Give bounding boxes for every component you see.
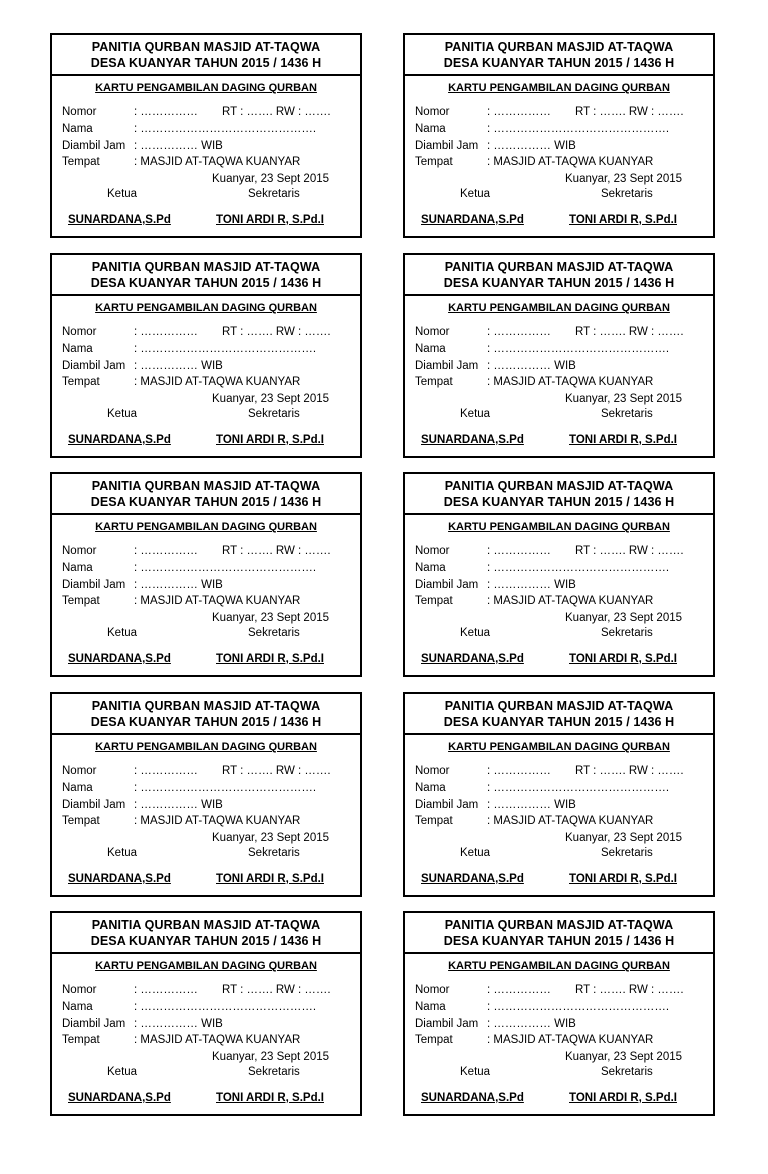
nomor-value: : …………… <box>487 326 551 338</box>
nomor-label: Nomor <box>62 984 97 996</box>
coupon-card <box>403 33 715 238</box>
jam-value: : …………… WIB <box>134 799 223 811</box>
jam-value: : …………… WIB <box>487 140 576 152</box>
tempat-value: : MASJID AT-TAQWA KUANYAR <box>134 815 301 827</box>
nomor-label: Nomor <box>62 545 97 557</box>
nomor-row <box>62 982 352 998</box>
card-title-line1: PANITIA QURBAN MASJID AT-TAQWA <box>91 699 321 713</box>
nama-row <box>62 121 352 137</box>
ketua-label: Ketua <box>107 188 138 200</box>
jam-row <box>415 577 705 593</box>
nama-label: Nama <box>62 562 93 574</box>
card-title-line1: PANITIA QURBAN MASJID AT-TAQWA <box>444 699 674 713</box>
nama-row <box>415 560 705 576</box>
ketua-label: Ketua <box>460 627 491 639</box>
ketua-label: Ketua <box>107 847 138 859</box>
card-header <box>52 255 360 296</box>
card-title-line1: PANITIA QURBAN MASJID AT-TAQWA <box>444 479 674 493</box>
jam-label: Diambil Jam <box>62 579 126 591</box>
rt-rw-field: RT : ……. RW : ……. <box>222 326 331 338</box>
ketua-name: SUNARDANA,S.Pd <box>68 873 171 885</box>
jam-row <box>415 797 705 813</box>
nomor-label: Nomor <box>62 106 97 118</box>
ketua-name: SUNARDANA,S.Pd <box>68 653 171 665</box>
jam-label: Diambil Jam <box>415 1018 479 1030</box>
issue-date: Kuanyar, 23 Sept 2015 <box>212 173 330 185</box>
nama-value: : ………………………………………. <box>487 782 670 794</box>
jam-value: : …………… WIB <box>134 579 223 591</box>
coupon-card <box>50 253 362 458</box>
issue-date: Kuanyar, 23 Sept 2015 <box>212 393 330 405</box>
nama-value: : ………………………………………. <box>487 123 670 135</box>
jam-value: : …………… WIB <box>487 1018 576 1030</box>
card-title-line1: PANITIA QURBAN MASJID AT-TAQWA <box>91 479 321 493</box>
coupon-card <box>403 472 715 677</box>
jam-label: Diambil Jam <box>62 360 126 372</box>
coupon-card <box>50 472 362 677</box>
tempat-label: Tempat <box>415 595 453 607</box>
card-header <box>405 694 713 735</box>
jam-label: Diambil Jam <box>62 1018 126 1030</box>
coupon-card <box>403 911 715 1116</box>
card-subtitle: KARTU PENGAMBILAN DAGING QURBAN <box>448 521 670 533</box>
sekretaris-name: TONI ARDI R, S.Pd.I <box>569 434 677 446</box>
jam-row <box>62 797 352 813</box>
card-subtitle: KARTU PENGAMBILAN DAGING QURBAN <box>448 960 670 972</box>
jam-label: Diambil Jam <box>415 360 479 372</box>
ketua-label: Ketua <box>460 847 491 859</box>
jam-label: Diambil Jam <box>62 140 126 152</box>
nomor-row <box>415 324 705 340</box>
sekretaris-name: TONI ARDI R, S.Pd.I <box>569 214 677 226</box>
nama-value: : ………………………………………. <box>134 1001 317 1013</box>
ketua-name: SUNARDANA,S.Pd <box>421 214 524 226</box>
card-title-line1: PANITIA QURBAN MASJID AT-TAQWA <box>444 260 674 274</box>
tempat-row <box>62 813 352 829</box>
card-subtitle: KARTU PENGAMBILAN DAGING QURBAN <box>448 82 670 94</box>
tempat-label: Tempat <box>415 815 453 827</box>
tempat-value: : MASJID AT-TAQWA KUANYAR <box>134 1034 301 1046</box>
jam-value: : …………… WIB <box>487 360 576 372</box>
tempat-row <box>62 374 352 390</box>
issue-date: Kuanyar, 23 Sept 2015 <box>212 612 330 624</box>
nomor-label: Nomor <box>415 984 450 996</box>
nama-value: : ………………………………………. <box>134 123 317 135</box>
jam-row <box>62 138 352 154</box>
tempat-label: Tempat <box>62 376 100 388</box>
issue-date: Kuanyar, 23 Sept 2015 <box>212 832 330 844</box>
card-subtitle: KARTU PENGAMBILAN DAGING QURBAN <box>95 302 317 314</box>
ketua-name: SUNARDANA,S.Pd <box>421 873 524 885</box>
tempat-row <box>415 813 705 829</box>
nomor-value: : …………… <box>134 545 198 557</box>
tempat-value: : MASJID AT-TAQWA KUANYAR <box>487 1034 654 1046</box>
nama-row <box>62 999 352 1015</box>
nomor-value: : …………… <box>487 765 551 777</box>
nomor-row <box>415 763 705 779</box>
sekretaris-label: Sekretaris <box>601 188 653 200</box>
tempat-value: : MASJID AT-TAQWA KUANYAR <box>487 376 654 388</box>
nama-row <box>415 780 705 796</box>
ketua-label: Ketua <box>460 408 491 420</box>
card-title-line1: PANITIA QURBAN MASJID AT-TAQWA <box>91 40 321 54</box>
sekretaris-name: TONI ARDI R, S.Pd.I <box>216 214 324 226</box>
card-header <box>52 913 360 954</box>
nama-label: Nama <box>415 1001 446 1013</box>
nomor-row <box>415 104 705 120</box>
ketua-label: Ketua <box>107 408 138 420</box>
coupon-card <box>403 253 715 458</box>
card-title-line2: DESA KUANYAR TAHUN 2015 / 1436 H <box>90 275 322 290</box>
nama-row <box>415 999 705 1015</box>
card-title-line1: PANITIA QURBAN MASJID AT-TAQWA <box>91 918 321 932</box>
rt-rw-field: RT : ……. RW : ……. <box>575 545 684 557</box>
sekretaris-name: TONI ARDI R, S.Pd.I <box>569 653 677 665</box>
tempat-row <box>415 593 705 609</box>
ketua-label: Ketua <box>460 1066 491 1078</box>
ketua-label: Ketua <box>460 188 491 200</box>
jam-row <box>62 1016 352 1032</box>
tempat-label: Tempat <box>62 156 100 168</box>
sekretaris-name: TONI ARDI R, S.Pd.I <box>569 1092 677 1104</box>
ketua-name: SUNARDANA,S.Pd <box>68 1092 171 1104</box>
rt-rw-field: RT : ……. RW : ……. <box>222 984 331 996</box>
nomor-row <box>62 104 352 120</box>
tempat-row <box>415 1032 705 1048</box>
tempat-value: : MASJID AT-TAQWA KUANYAR <box>487 815 654 827</box>
coupon-card <box>50 33 362 238</box>
jam-row <box>415 138 705 154</box>
nomor-value: : …………… <box>134 984 198 996</box>
tempat-label: Tempat <box>415 156 453 168</box>
nama-row <box>62 560 352 576</box>
jam-row <box>62 358 352 374</box>
card-title-line2: DESA KUANYAR TAHUN 2015 / 1436 H <box>443 494 675 509</box>
nomor-label: Nomor <box>415 765 450 777</box>
nomor-row <box>62 324 352 340</box>
sekretaris-label: Sekretaris <box>248 627 300 639</box>
nama-label: Nama <box>62 343 93 355</box>
nama-label: Nama <box>415 562 446 574</box>
issue-date: Kuanyar, 23 Sept 2015 <box>212 1051 330 1063</box>
nomor-label: Nomor <box>415 545 450 557</box>
jam-value: : …………… WIB <box>487 799 576 811</box>
tempat-row <box>62 593 352 609</box>
ketua-label: Ketua <box>107 1066 138 1078</box>
nama-value: : ………………………………………. <box>134 343 317 355</box>
nama-label: Nama <box>415 123 446 135</box>
card-subtitle: KARTU PENGAMBILAN DAGING QURBAN <box>95 960 317 972</box>
card-title-line2: DESA KUANYAR TAHUN 2015 / 1436 H <box>90 933 322 948</box>
card-title-line2: DESA KUANYAR TAHUN 2015 / 1436 H <box>90 494 322 509</box>
card-header <box>405 35 713 76</box>
sekretaris-label: Sekretaris <box>248 408 300 420</box>
nama-row <box>415 341 705 357</box>
coupon-card <box>50 692 362 897</box>
nama-value: : ………………………………………. <box>134 562 317 574</box>
card-header <box>405 913 713 954</box>
tempat-value: : MASJID AT-TAQWA KUANYAR <box>487 156 654 168</box>
card-header <box>52 694 360 735</box>
sekretaris-label: Sekretaris <box>601 627 653 639</box>
nomor-label: Nomor <box>415 106 450 118</box>
card-title-line1: PANITIA QURBAN MASJID AT-TAQWA <box>444 918 674 932</box>
nama-row <box>415 121 705 137</box>
nomor-row <box>62 763 352 779</box>
jam-label: Diambil Jam <box>415 799 479 811</box>
tempat-row <box>415 374 705 390</box>
tempat-value: : MASJID AT-TAQWA KUANYAR <box>134 376 301 388</box>
sekretaris-label: Sekretaris <box>248 1066 300 1078</box>
nomor-label: Nomor <box>415 326 450 338</box>
nomor-row <box>62 543 352 559</box>
card-header <box>405 255 713 296</box>
nomor-value: : …………… <box>134 326 198 338</box>
nomor-value: : …………… <box>134 106 198 118</box>
card-title-line1: PANITIA QURBAN MASJID AT-TAQWA <box>91 260 321 274</box>
issue-date: Kuanyar, 23 Sept 2015 <box>565 612 683 624</box>
tempat-label: Tempat <box>62 815 100 827</box>
nama-label: Nama <box>62 1001 93 1013</box>
sekretaris-name: TONI ARDI R, S.Pd.I <box>216 1092 324 1104</box>
jam-row <box>415 358 705 374</box>
tempat-row <box>62 1032 352 1048</box>
rt-rw-field: RT : ……. RW : ……. <box>222 106 331 118</box>
card-title-line2: DESA KUANYAR TAHUN 2015 / 1436 H <box>90 55 322 70</box>
jam-row <box>62 577 352 593</box>
rt-rw-field: RT : ……. RW : ……. <box>222 545 331 557</box>
tempat-label: Tempat <box>62 595 100 607</box>
rt-rw-field: RT : ……. RW : ……. <box>222 765 331 777</box>
card-header <box>52 474 360 515</box>
tempat-label: Tempat <box>415 376 453 388</box>
card-title-line2: DESA KUANYAR TAHUN 2015 / 1436 H <box>443 55 675 70</box>
jam-value: : …………… WIB <box>134 1018 223 1030</box>
tempat-row <box>415 154 705 170</box>
nama-label: Nama <box>62 123 93 135</box>
issue-date: Kuanyar, 23 Sept 2015 <box>565 393 683 405</box>
card-header <box>52 35 360 76</box>
sekretaris-label: Sekretaris <box>601 408 653 420</box>
card-subtitle: KARTU PENGAMBILAN DAGING QURBAN <box>95 82 317 94</box>
sekretaris-name: TONI ARDI R, S.Pd.I <box>216 873 324 885</box>
nama-label: Nama <box>62 782 93 794</box>
nama-row <box>62 341 352 357</box>
issue-date: Kuanyar, 23 Sept 2015 <box>565 832 683 844</box>
sekretaris-name: TONI ARDI R, S.Pd.I <box>569 873 677 885</box>
nomor-value: : …………… <box>134 765 198 777</box>
card-title-line2: DESA KUANYAR TAHUN 2015 / 1436 H <box>443 933 675 948</box>
nomor-row <box>415 543 705 559</box>
card-title-line1: PANITIA QURBAN MASJID AT-TAQWA <box>444 40 674 54</box>
ketua-name: SUNARDANA,S.Pd <box>421 1092 524 1104</box>
card-subtitle: KARTU PENGAMBILAN DAGING QURBAN <box>95 741 317 753</box>
jam-row <box>415 1016 705 1032</box>
card-title-line2: DESA KUANYAR TAHUN 2015 / 1436 H <box>443 275 675 290</box>
rt-rw-field: RT : ……. RW : ……. <box>575 765 684 777</box>
rt-rw-field: RT : ……. RW : ……. <box>575 106 684 118</box>
nama-row <box>62 780 352 796</box>
nomor-value: : …………… <box>487 984 551 996</box>
jam-label: Diambil Jam <box>62 799 126 811</box>
nomor-label: Nomor <box>62 326 97 338</box>
nama-label: Nama <box>415 343 446 355</box>
sekretaris-label: Sekretaris <box>248 847 300 859</box>
ketua-name: SUNARDANA,S.Pd <box>421 434 524 446</box>
nama-value: : ………………………………………. <box>487 1001 670 1013</box>
card-subtitle: KARTU PENGAMBILAN DAGING QURBAN <box>95 521 317 533</box>
rt-rw-field: RT : ……. RW : ……. <box>575 326 684 338</box>
ketua-name: SUNARDANA,S.Pd <box>68 434 171 446</box>
nomor-value: : …………… <box>487 545 551 557</box>
coupon-card <box>403 692 715 897</box>
tempat-row <box>62 154 352 170</box>
nomor-label: Nomor <box>62 765 97 777</box>
ketua-name: SUNARDANA,S.Pd <box>421 653 524 665</box>
tempat-label: Tempat <box>62 1034 100 1046</box>
sekretaris-label: Sekretaris <box>601 1066 653 1078</box>
tempat-value: : MASJID AT-TAQWA KUANYAR <box>487 595 654 607</box>
nama-value: : ………………………………………. <box>487 562 670 574</box>
sekretaris-label: Sekretaris <box>248 188 300 200</box>
nama-value: : ………………………………………. <box>487 343 670 355</box>
card-title-line2: DESA KUANYAR TAHUN 2015 / 1436 H <box>90 714 322 729</box>
tempat-label: Tempat <box>415 1034 453 1046</box>
jam-label: Diambil Jam <box>415 579 479 591</box>
rt-rw-field: RT : ……. RW : ……. <box>575 984 684 996</box>
jam-value: : …………… WIB <box>134 140 223 152</box>
jam-value: : …………… WIB <box>487 579 576 591</box>
sekretaris-name: TONI ARDI R, S.Pd.I <box>216 653 324 665</box>
nomor-value: : …………… <box>487 106 551 118</box>
nama-value: : ………………………………………. <box>134 782 317 794</box>
jam-value: : …………… WIB <box>134 360 223 372</box>
card-header <box>405 474 713 515</box>
nama-label: Nama <box>415 782 446 794</box>
ketua-label: Ketua <box>107 627 138 639</box>
sekretaris-label: Sekretaris <box>601 847 653 859</box>
coupon-card <box>50 911 362 1116</box>
tempat-value: : MASJID AT-TAQWA KUANYAR <box>134 595 301 607</box>
issue-date: Kuanyar, 23 Sept 2015 <box>565 173 683 185</box>
issue-date: Kuanyar, 23 Sept 2015 <box>565 1051 683 1063</box>
card-title-line2: DESA KUANYAR TAHUN 2015 / 1436 H <box>443 714 675 729</box>
tempat-value: : MASJID AT-TAQWA KUANYAR <box>134 156 301 168</box>
card-subtitle: KARTU PENGAMBILAN DAGING QURBAN <box>448 741 670 753</box>
card-subtitle: KARTU PENGAMBILAN DAGING QURBAN <box>448 302 670 314</box>
sekretaris-name: TONI ARDI R, S.Pd.I <box>216 434 324 446</box>
nomor-row <box>415 982 705 998</box>
ketua-name: SUNARDANA,S.Pd <box>68 214 171 226</box>
jam-label: Diambil Jam <box>415 140 479 152</box>
